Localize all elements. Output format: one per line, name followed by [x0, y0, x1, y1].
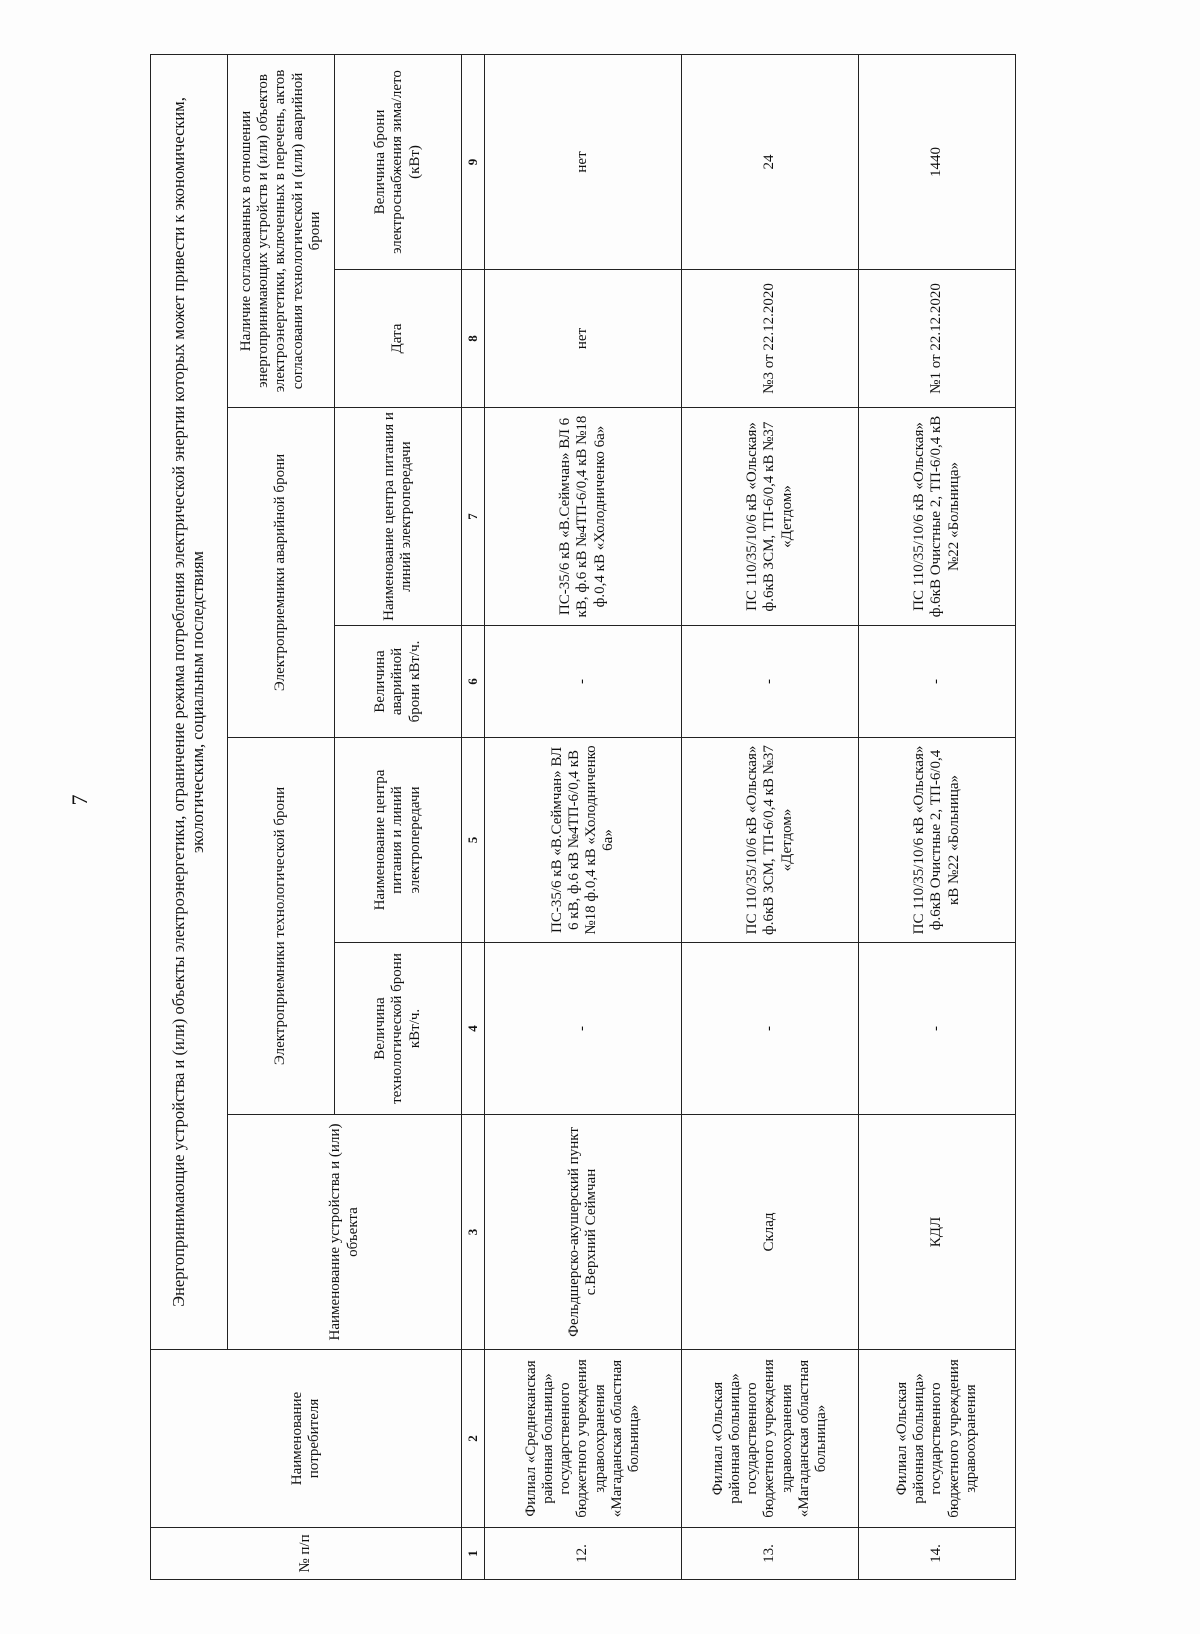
header-emerg-center: Наименование центра питания и линий электропередачи	[335, 408, 462, 626]
row-emerg-value: -	[485, 626, 682, 738]
row-consumer: Филиал «Ольская районная больница» государственного бюджетного учреждения здравоохранения «Магаданская областная больница»	[682, 1350, 859, 1528]
row-emerg-center: ПС 110/35/10/6 кВ «Ольская» ф.6кВ Очистные 2, ТП-6/0,4 кВ №22 «Больница»	[859, 408, 1016, 626]
header-agreed-group: Наличие согласованных в отношении энергопринимающих устройств и (или) объектов электроэнергетики, включенных в перечень, актов согласования технологической и (или) аварийной брони	[228, 54, 335, 407]
row-reserve: 1440	[859, 54, 1016, 269]
header-tech-center: Наименование центра питания и линий электропередачи	[335, 738, 462, 943]
row-num: 12.	[485, 1528, 682, 1580]
row-emerg-center: ПС-35/6 кВ «В.Сеймчан» ВЛ 6 кВ, ф.6 кВ №4ТП-6/0,4 кВ №18 ф.0,4 кВ «Холодниченко 6а»	[485, 408, 682, 626]
column-number: 2	[462, 1350, 485, 1528]
row-object: Склад	[682, 1115, 859, 1350]
row-num: 13.	[682, 1528, 859, 1580]
rotated-table-container	[150, 55, 1090, 1580]
column-number: 7	[462, 408, 485, 626]
column-number: 4	[462, 943, 485, 1115]
header-reserve: Величина брони электроснабжения зима/лето (кВт)	[335, 54, 462, 269]
row-emerg-center: ПС 110/35/10/6 кВ «Ольская» ф.6кВ ЗСМ, ТП-6/0,4 кВ №37 «Детдом»	[682, 408, 859, 626]
row-reserve: нет	[485, 54, 682, 269]
column-number: 6	[462, 626, 485, 738]
row-date: №3 от 22.12.2020	[682, 270, 859, 408]
row-emerg-value: -	[859, 626, 1016, 738]
table-row	[682, 54, 859, 1579]
row-reserve: 24	[682, 54, 859, 269]
row-emerg-value: -	[682, 626, 859, 738]
row-consumer: Филиал «Ольская районная больница» государственного бюджетного учреждения здравоохранения	[859, 1350, 1016, 1528]
column-number: 5	[462, 738, 485, 943]
row-num: 14.	[859, 1528, 1016, 1580]
table-row	[485, 54, 682, 1579]
header-num: № п/п	[151, 1528, 462, 1580]
row-object: КДЛ	[859, 1115, 1016, 1350]
row-object: Фельдшерско-акушерский пункт с.Верхний Сеймчан	[485, 1115, 682, 1350]
header-emerg-value: Величина аварийной брони кВт/ч.	[335, 626, 462, 738]
table-title: Энергопринимающие устройства и (или) объекты электроэнергетики, ограничение режима потребления электрической энергии которых может привести к экономическим, экологическим, социальным последствиям	[151, 54, 228, 1349]
column-number: 1	[462, 1528, 485, 1580]
row-date: №1 от 22.12.2020	[859, 270, 1016, 408]
header-date: Дата	[335, 270, 462, 408]
table-row	[859, 54, 1016, 1579]
row-tech-value: -	[859, 943, 1016, 1115]
header-consumer: Наименование потребителя	[151, 1350, 462, 1528]
row-tech-center: ПС 110/35/10/6 кВ «Ольская» ф.6кВ ЗСМ, ТП-6/0,4 кВ №37 «Детдом»	[682, 738, 859, 943]
row-tech-value: -	[682, 943, 859, 1115]
header-object: Наименование устройства и (или) объекта	[228, 1115, 462, 1350]
header-tech-value: Величина технологической брони кВт/ч.	[335, 943, 462, 1115]
row-tech-value: -	[485, 943, 682, 1115]
column-number: 3	[462, 1115, 485, 1350]
row-tech-center: ПС 110/35/10/6 кВ «Ольская» ф.6кВ Очистные 2, ТП-6/0,4 кВ №22 «Больница»	[859, 738, 1016, 943]
header-tech-group: Электроприемники технологической брони	[228, 738, 335, 1115]
column-number-row	[462, 54, 485, 1579]
header-emerg-group: Электроприемники аварийной брони	[228, 408, 335, 738]
row-tech-center: ПС-35/6 кВ «В.Сеймчан» ВЛ 6 кВ, ф.6 кВ №4ТП-6/0,4 кВ №18 ф.0,4 кВ «Холодниченко 6а»	[485, 738, 682, 943]
row-consumer: Филиал «Среднеканская районная больница» государственного бюджетного учреждения здравоохранения «Магаданская областная больница»	[485, 1350, 682, 1528]
row-date: нет	[485, 270, 682, 408]
column-number: 9	[462, 54, 485, 269]
reserve-table	[150, 54, 1016, 1580]
column-number: 8	[462, 270, 485, 408]
page-number: 7	[67, 794, 92, 806]
